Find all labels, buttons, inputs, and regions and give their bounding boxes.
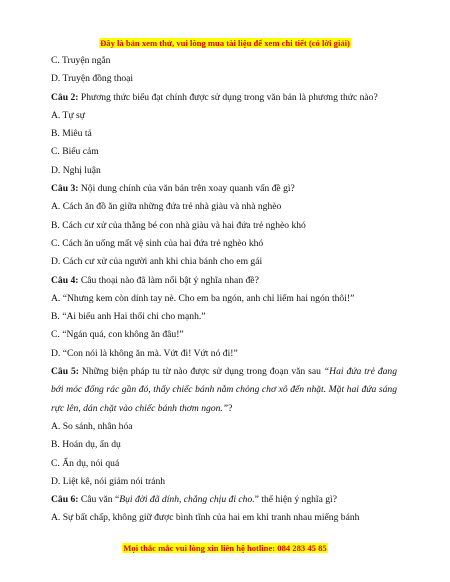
question-text: Câu văn “ (80, 494, 120, 506)
footer-banner-text: Mọi thắc mắc vui lòng xin liên hệ hotline: 084 283 45 85 (123, 543, 327, 553)
question-number: Câu 4: (51, 274, 79, 286)
option-c: C. “Ngán quá, con không ăn đâu!” (51, 329, 184, 341)
question-5 (51, 363, 397, 418)
option-b: B. “Ai biểu anh Hai thổi chi cho mạnh.” (51, 311, 206, 323)
option-d: D. Cách cư xử của người anh khi chia bánh cho em gái (51, 256, 263, 268)
header-banner (0, 38, 450, 48)
option-a: A. Cách ăn đồ ăn giữa những đứa trẻ nhà giàu và nhà nghèo (51, 201, 282, 213)
option-a: A. So sánh, nhân hóa (51, 420, 133, 432)
question-text-end: ” thể hiện ý nghĩa gì? (254, 494, 337, 506)
option-a: A. Tự sự (51, 109, 85, 121)
question-number: Câu 3: (51, 183, 79, 195)
option-a: A. “Nhưng kem còn dính tay nè. Cho em ba ngón, anh chỉ liếm hai ngón thôi!” (51, 292, 355, 304)
question-number: Câu 6: (51, 494, 79, 506)
question-4 (51, 272, 397, 290)
footer-banner (0, 543, 450, 553)
question-text: Những biện pháp tu từ nào được sử dụng trong đoạn văn sau (81, 366, 324, 378)
option-b: B. Cách cư xử của thằng bé con nhà giàu và hai đứa trẻ nghèo khó (51, 219, 306, 231)
question-text: Nội dung chính của văn bản trên xoay quanh vấn đề gì? (80, 183, 295, 195)
quoted-passage: “Hai đứa trẻ đang bới móc đống rác gần đó, thấy chiếc bánh nằm chỏng chơ xô đến nhặt. Mặt hai đứa sáng rực lên, dán chặt vào chiếc bánh thơm ngon.” (51, 366, 398, 414)
option-c: C. Truyện ngắn (51, 55, 111, 66)
option-d: D. Truyện đồng thoại (51, 73, 134, 85)
option-d: D. Nghị luận (51, 164, 101, 176)
option-d: D. Liệt kê, nói giảm nói tránh (51, 475, 166, 487)
question-text: Phương thức biểu đạt chính được sử dụng trong văn bản là phương thức nào? (80, 91, 378, 103)
header-banner-text: Đây là bản xem thử, vui lòng mua tài liệu để xem chi tiết (có lời giải) (100, 38, 350, 48)
question-number: Câu 2: (51, 91, 79, 103)
question-text-end: ? (228, 402, 233, 414)
option-b: B. Miêu tả (51, 128, 92, 140)
quoted-sentence: Bụi đời đã dính, chẳng chịu đi cho. (119, 494, 255, 506)
option-b: B. Hoán dụ, ẩn dụ (51, 439, 121, 451)
option-a: A. Sự bất chấp, không giữ được bình tĩnh của hai em khi tranh nhau miếng bánh (51, 512, 360, 524)
question-6 (51, 491, 397, 509)
question-text: Câu thoại nào đã làm nổi bật ý nghĩa nhan đề? (80, 274, 259, 286)
option-d: D. “Con nói là không ăn mà. Vứt đi! Vứt nó đi!” (51, 347, 238, 359)
question-3 (51, 180, 397, 198)
question-2 (51, 89, 397, 107)
option-c: C. Biểu cảm (51, 146, 99, 158)
option-c: C. Cách ăn uống mất vệ sinh của hai đứa trẻ nghèo khó (51, 237, 264, 249)
option-c: C. Ẩn dụ, nói quá (51, 457, 120, 469)
document-body (51, 52, 397, 528)
question-number: Câu 5: (51, 366, 79, 378)
